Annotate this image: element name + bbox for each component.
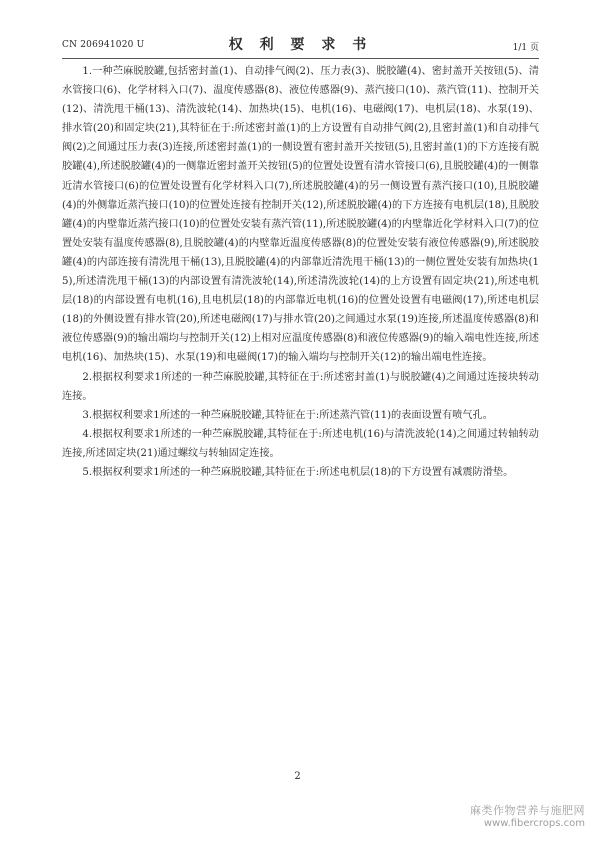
claim-3: 3.根据权利要求1所述的一种苎麻脱胶罐,其特征在于:所述蒸汽管(11)的表面设置有喷气孔。 (82, 409, 493, 421)
claim-1: 1.一种苎麻脱胶罐,包括密封盖(1)、自动排气阀(2)、压力表(3)、脱胶罐(4)、密封盖开关按钮(5)、清水管接口(6)、化学材料入口(7)、温度传感器(8)、液位传感器(9)、蒸汽接口(10)、蒸汽管(11)、控制开关(12)、清洗甩干桶(13)、清洗波轮(14)、加热块(15)、电机(16)、电磁阀(17)、电机层(18)、水泵(19)、排水管(20)和固定块(21),其特征在于:所述密封盖(1)的上方设置有自动排气阀(2),且密封盖(1)和自动排气阀(2)之间通过压力表(3)连接,所述密封盖(1)的一侧设置有密封盖开关按钮(5),且密封盖(1)的下方连接有脱胶罐(4),所述脱胶罐(4)的一侧靠近密封盖开关按钮(5)的位置处设置有清水管接口(6),且脱胶罐(4)的一侧靠近清水管接口(6)的位置处设置有化学材料入口(7),所述脱胶罐(4)的另一侧设置有蒸汽接口(10),且脱胶罐(4)的外侧靠近蒸汽接口(10)的位置处连接有控制开关(12),所述脱胶罐(4)的下方连接有电机层(18),且脱胶罐(4)的内壁靠近蒸汽接口(10)的位置处安装有蒸汽管(11),所述脱胶罐(4)的内壁靠近化学材料入口(7)的位置处安装有温度传感器(8),且脱胶罐(4)的内壁靠近温度传感器(8)的位置处安装有液位传感器(9),所述脱胶罐(4)的内部连接有清洗甩干桶(13),且脱胶罐(4)的内部靠近清洗甩干桶(13)的一侧位置处安装有加热块(15),所述清洗甩干桶(13)的内部设置有清洗波轮(14),所述清洗波轮(14)的上方设置有固定块(21),所述电机层(18)的内部设置有电机(16),且电机层(18)的内部靠近电机(16)的位置处设置有电磁阀(17),所述电机层(18)的外侧设置有排水管(20),所述电磁阀(17)与排水管(20)之间通过水泵(19)连接,所述温度传感器(8)和液位传感器(9)的输出端均与控制开关(12)上相对应温度传感器(8)和液位传感器(9)的输入端电性连接,所述电机(16)、加热块(15)、水泵(19)和电磁阀(17)的输入端均与控制开关(12)的输出端电性连接。 (62, 66, 539, 364)
document-title: 权 利 要 求 书 (228, 37, 373, 53)
publication-number: CN 206941020 U (62, 40, 145, 50)
page-indicator: 1/1 页 (512, 43, 539, 53)
watermark-name: 麻类作物营养与施肥网 (470, 804, 585, 817)
watermark-url: www.fibercrops.com (483, 818, 585, 829)
claim-5: 5.根据权利要求1所述的一种苎麻脱胶罐,其特征在于:所述电机层(18)的下方设置有减震防滑垫。 (82, 466, 514, 478)
header-divider (62, 58, 539, 59)
page-number: 2 (294, 771, 301, 782)
claim-2: 2.根据权利要求1所述的一种苎麻脱胶罐,其特征在于:所述密封盖(1)与脱胶罐(4)之间通过连接块转动连接。 (62, 371, 539, 402)
site-watermark (470, 804, 585, 830)
claim-4: 4.根据权利要求1所述的一种苎麻脱胶罐,其特征在于:所述电机(16)与清洗波轮(14)之间通过转轴转动连接,所述固定块(21)通过螺纹与转轴固定连接。 (62, 428, 539, 459)
claims-body (62, 62, 539, 482)
page-header (62, 34, 539, 56)
